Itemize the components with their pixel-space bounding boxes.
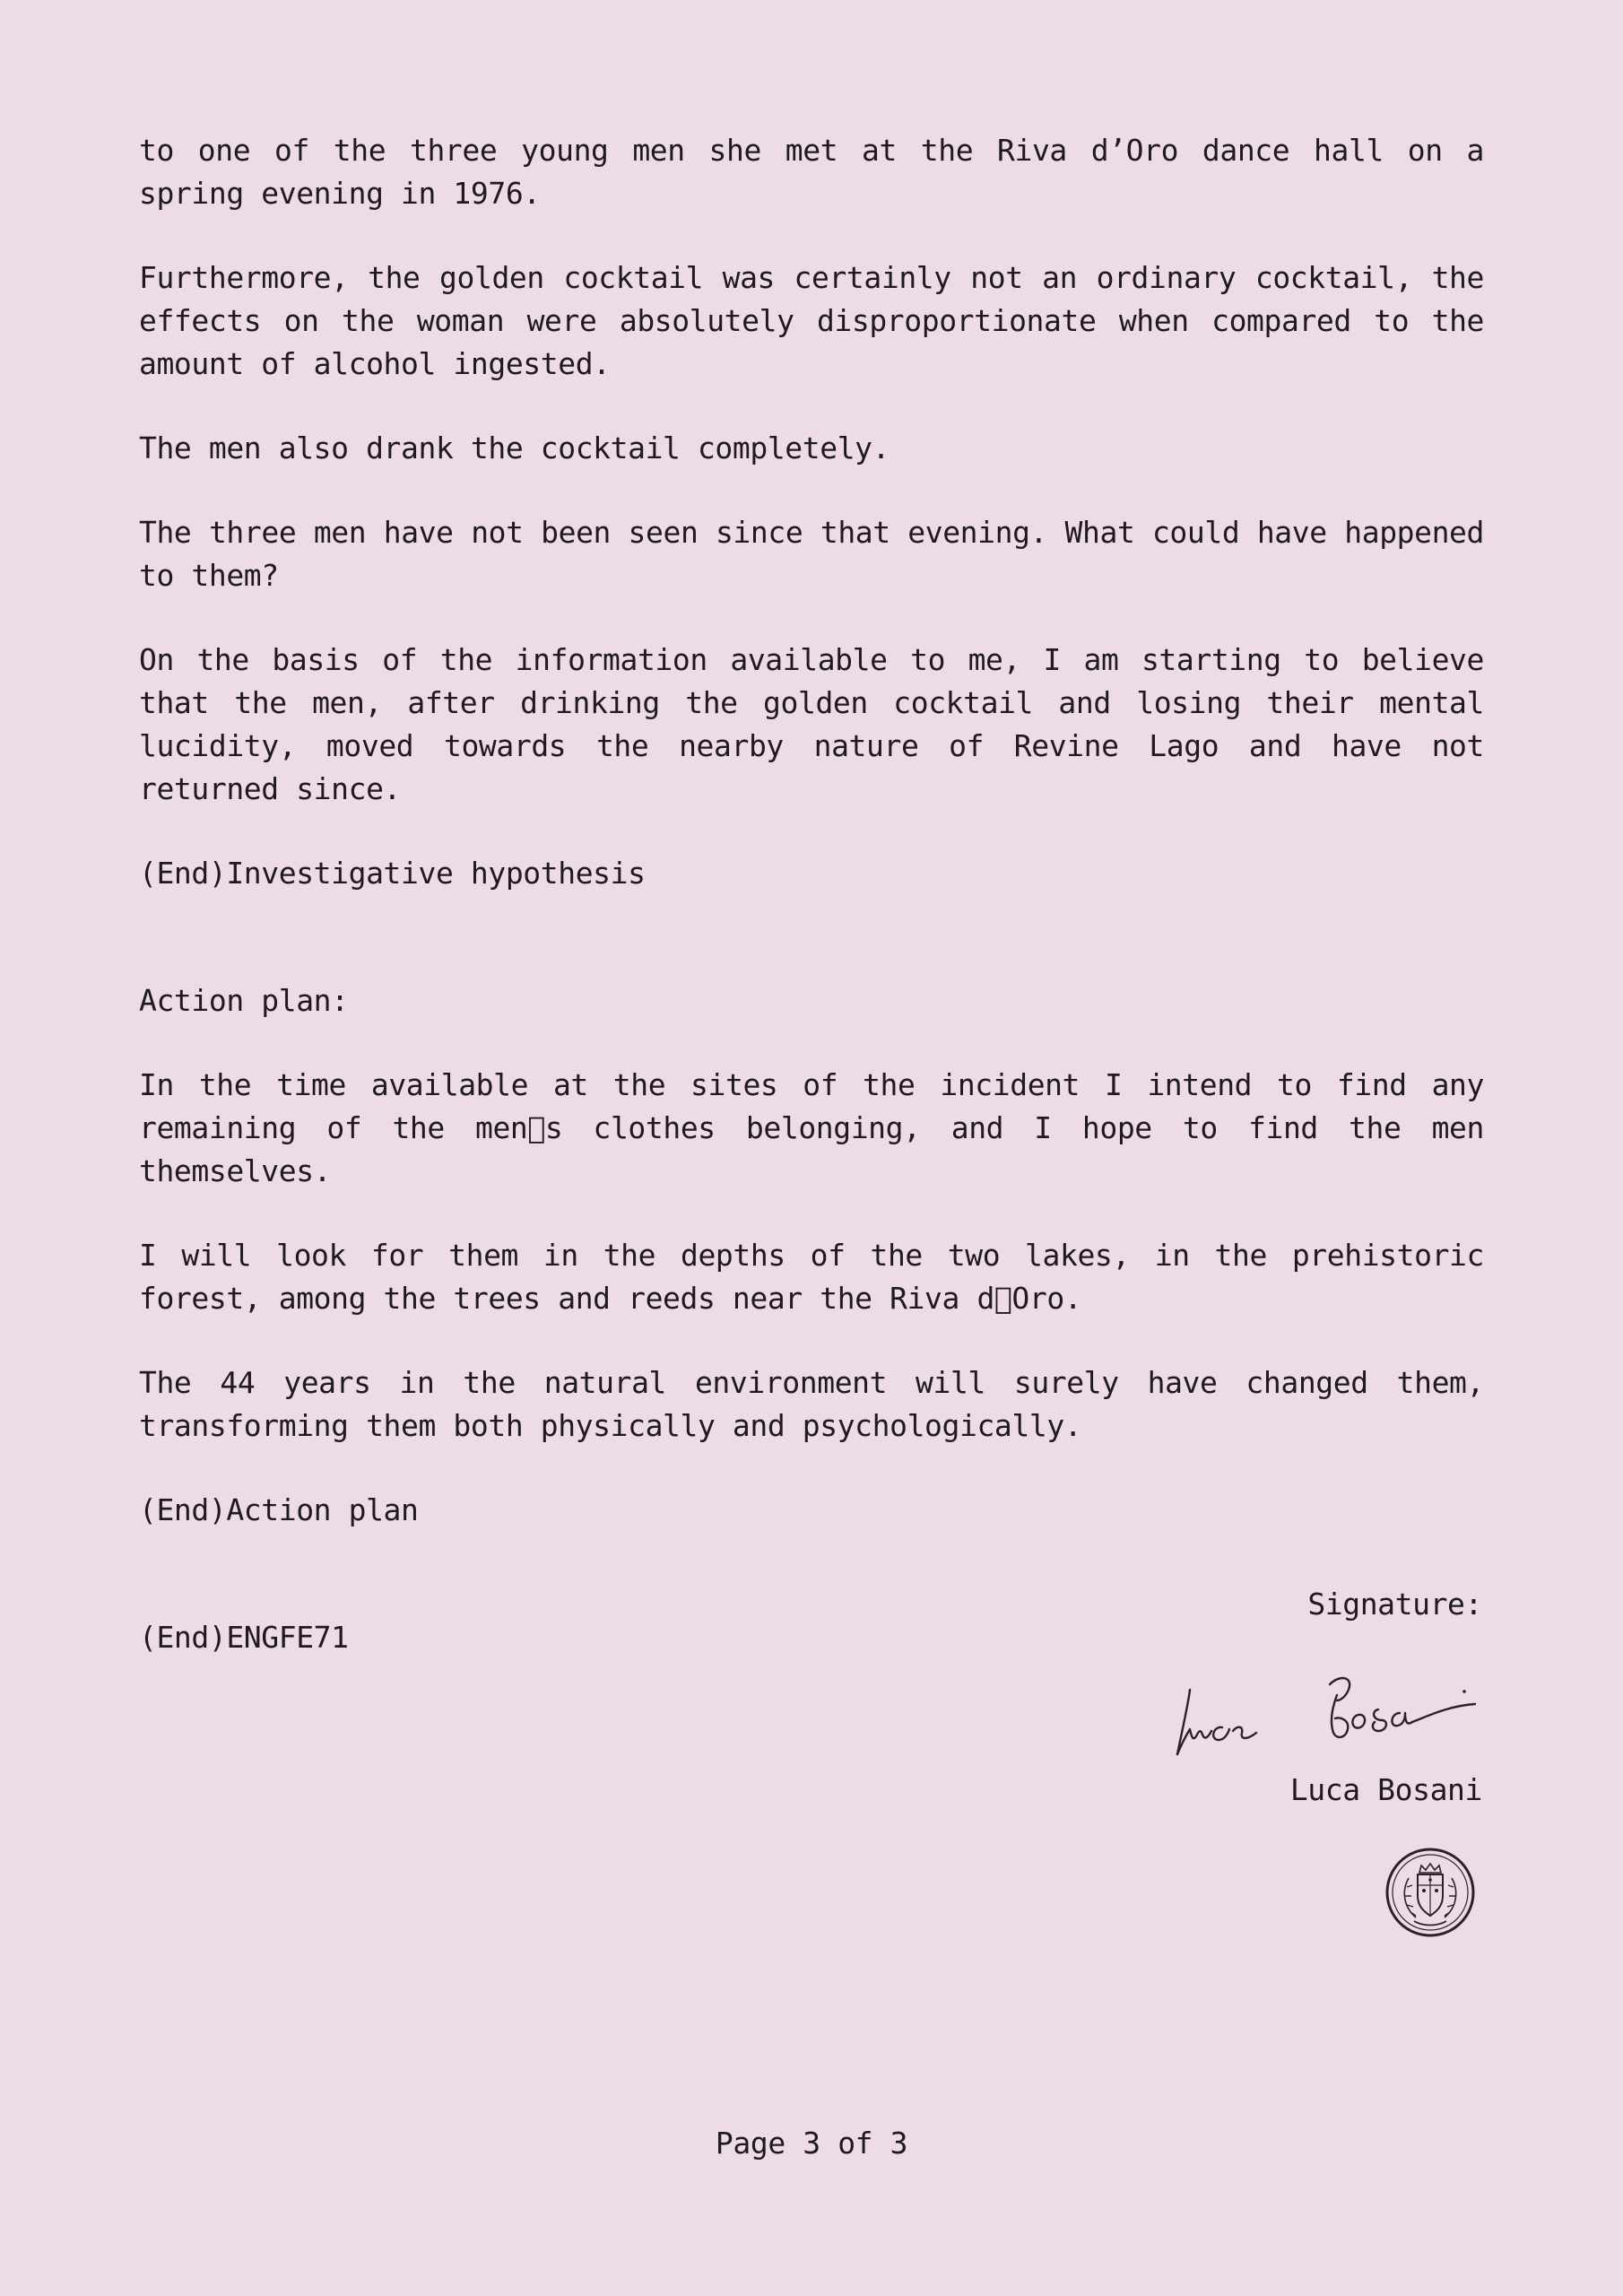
signer-name: Luca Bosani — [1289, 1772, 1482, 1807]
section-end-marker: (End)Action plan — [139, 1492, 419, 1527]
paragraph: The three men have not been seen since that evening. What could have happened to them? — [139, 515, 1484, 593]
handwritten-signature — [1170, 1665, 1493, 1763]
paragraph: The 44 years in the natural environment will surely have changed them, transforming them both physically and psychologically. — [139, 1365, 1484, 1443]
paragraph: In the time available at the sites of the incident I intend to find any remaining of the men s clothes belonging, and I hope to find the men themselves. — [139, 1067, 1484, 1188]
paragraph: Furthermore, the golden cocktail was certainly not an ordinary cocktail, the effects on the woman were absolutely disproportionate when compared to the amount of alcohol ingested. — [139, 260, 1484, 381]
document-end-marker: (End)ENGFE71 — [139, 1620, 349, 1655]
document-body — [139, 129, 1484, 1659]
page-number-footer: Page 3 of 3 — [715, 2126, 908, 2161]
section-heading: Action plan: — [139, 983, 349, 1018]
section-end-marker: (End)Investigative hypothesis — [139, 856, 646, 891]
official-seal-stamp — [1384, 1846, 1477, 1939]
paragraph: The men also drank the cocktail completely. — [139, 430, 890, 465]
signature-label: Signature: — [1307, 1587, 1482, 1622]
paragraph: I will look for them in the depths of the two lakes, in the prehistoric forest, among the trees and reeds near the Riva d Oro. — [139, 1238, 1484, 1316]
paragraph: to one of the three young men she met at the Riva d’Oro dance hall on a spring evening in 1976. — [139, 133, 1484, 211]
paragraph: On the basis of the information available to me, I am starting to believe that the men, after drinking the golden cocktail and losing their mental lucidity, moved towards the nearby nature of Revine Lago and have not returned since. — [139, 642, 1484, 806]
